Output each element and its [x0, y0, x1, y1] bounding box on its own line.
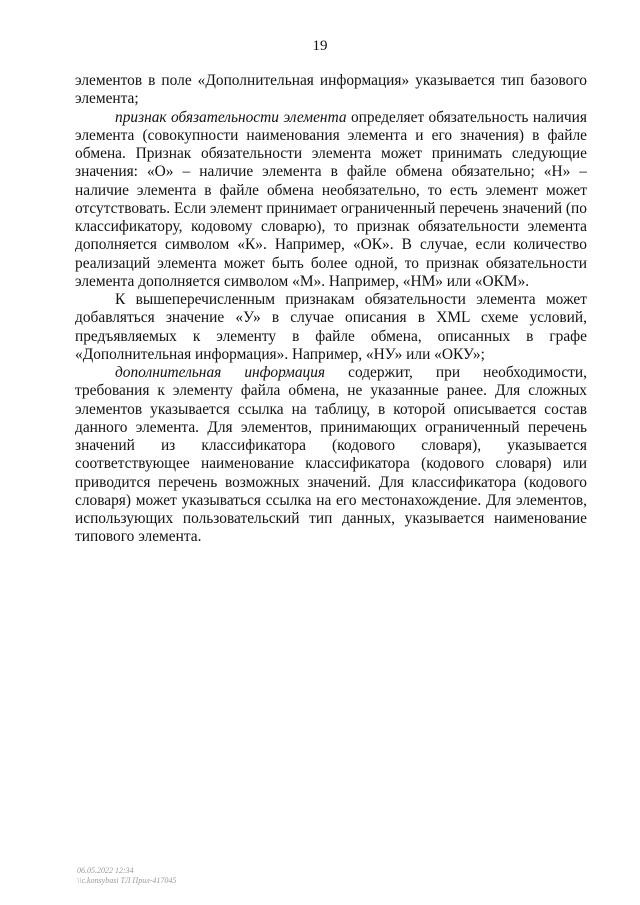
footer-file-path: \\c.konsybasi ТЛ Прил-417045 — [77, 876, 177, 885]
term-additional-info: дополнительная информация — [115, 364, 326, 381]
document-footer-stamp — [77, 866, 176, 886]
page-number: 19 — [312, 38, 328, 54]
paragraph-3-text: К вышеперечисленным признакам обязательности элемента может добавляться значение «У» в случае описания в XML схеме условий, предъявляемых к элементу в файле обмена, описанных в графе «Дополнительная информация». Например, «НУ» или «ОКУ»; — [75, 291, 587, 363]
paragraph-3 — [75, 291, 587, 364]
paragraph-1 — [75, 72, 587, 109]
document-body — [75, 72, 587, 547]
paragraph-2-text: определяет обязательность наличия элемента (совокупности наименования элемента и его значения) в файле обмена. Признак обязательности элемента может принимать следующие значения: «О» – наличие элемента в файле обмена обязательно; «Н» – наличие элемента в файле обмена необязательно, то есть элемент может отсутствовать. Если элемент принимает ограниченный перечень значений (по классификатору, кодовому словарю), то признак обязательности элемента дополняется символом «К». Например, «ОК». В случае, если количество реализаций элемента может быть более одной, то признак обязательности элемента дополняется символом «М». Например, «НМ» или «ОКМ». — [75, 108, 587, 290]
footer-timestamp: 06.05.2022 12:34 — [77, 866, 134, 875]
paragraph-4-text: содержит, при необходимости, требования к элементу файла обмена, не указанные ранее. Для сложных элементов указывается ссылка на таблицу, в которой описывается состав данного элемента. Для элементов, принимающих ограниченный перечень значений из классификатора (кодового словаря), указывается соответствующее наименование классификатора (кодового словаря) или приводится перечень возможных значений. Для классификатора (кодового словаря) может указываться ссылка на его местонахождение. Для элементов, использующих пользовательский тип данных, указывается наименование типового элемента. — [75, 364, 587, 546]
paragraph-4 — [75, 364, 587, 547]
paragraph-1-text: элементов в поле «Дополнительная информация» указывается тип базового элемента; — [75, 72, 587, 108]
paragraph-2 — [75, 109, 587, 292]
term-obligation-flag: признак обязательности элемента — [115, 108, 347, 126]
